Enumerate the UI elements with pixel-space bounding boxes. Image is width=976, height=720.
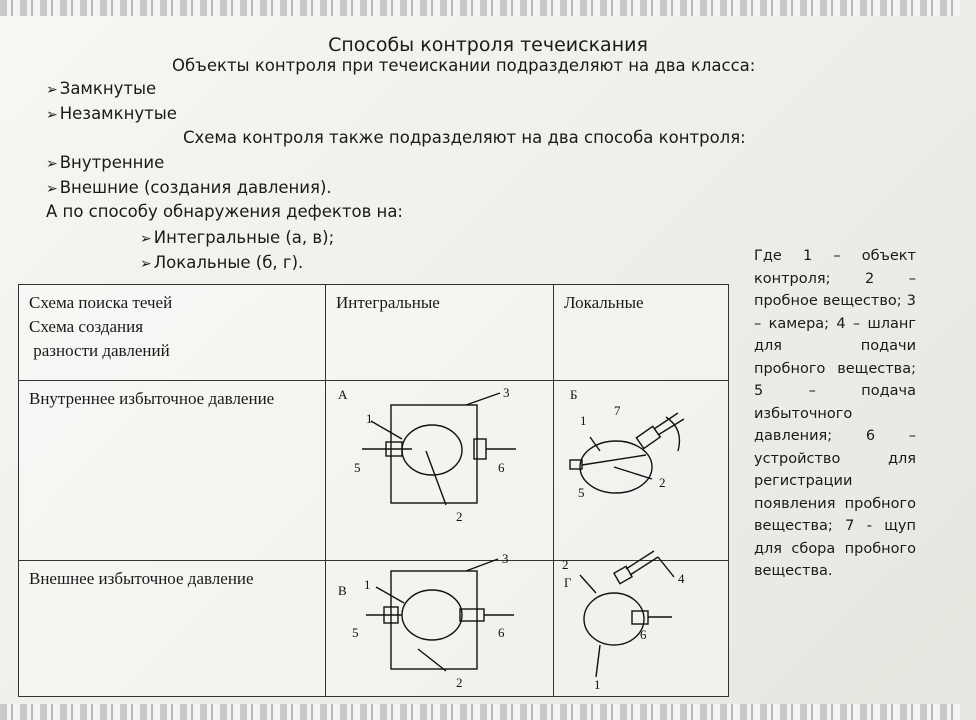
figure-g — [554, 557, 728, 692]
leader-1 — [371, 421, 402, 439]
figure-a — [326, 381, 553, 555]
row-internal-label: Внутреннее избыточное давление — [29, 389, 275, 408]
slide-title: Способы контроля течеискания — [328, 34, 648, 56]
label-7: 7 — [614, 403, 621, 418]
row-external-label-cell — [19, 561, 326, 697]
label-4: 4 — [678, 571, 685, 586]
legend-text: Где 1 – объект контроля; 2 – пробное вещество; 3 – камера; 4 – шланг для подачи пробного вещества; 5 – подача избыточного давления; 6 – устройство для регистрации появления пробного вещества; 7 - щуп для сбора пробного вещества. — [754, 248, 916, 579]
label-3: 3 — [503, 385, 510, 400]
figure-g-cell — [554, 557, 729, 697]
bullet-local: ➢ Локальные (б, г). — [140, 253, 303, 272]
leader-2 — [426, 451, 446, 505]
header-integral: Интегральные — [336, 293, 440, 312]
figure-v-cell — [326, 551, 554, 697]
label-5: 5 — [352, 625, 359, 640]
label-6: 6 — [640, 627, 647, 642]
leader-2 — [614, 467, 652, 479]
object-shape — [402, 590, 462, 640]
bullet-closed: ➢ Замкнутые — [46, 79, 156, 98]
label-2: 2 — [456, 509, 463, 524]
label-1: 1 — [366, 411, 373, 426]
label-5: 5 — [354, 460, 361, 475]
figure-v — [326, 551, 553, 691]
label-1: 1 — [364, 577, 371, 592]
figure-a-letter: А — [338, 387, 348, 402]
decorative-stripe-top — [0, 0, 960, 16]
figure-g-letter: Г — [564, 575, 572, 590]
leader-2 — [418, 649, 446, 671]
intro-text: Объекты контроля при течеискании подразделяют на два класса: — [172, 56, 756, 75]
bullet-open: ➢ Незамкнутые — [46, 104, 177, 123]
header-cell-scheme — [19, 285, 326, 381]
header-cell-local — [554, 285, 729, 381]
header-line-2: Схема создания — [29, 317, 144, 336]
methods-table — [18, 284, 729, 697]
row-external-label: Внешнее избыточное давление — [29, 569, 254, 588]
leader-3 — [466, 393, 500, 405]
leader-1 — [596, 645, 600, 677]
header-line-1: Схема поиска течей — [29, 293, 173, 312]
figure-a-cell — [326, 381, 554, 561]
label-5: 5 — [578, 485, 585, 500]
detector-shape — [474, 439, 486, 459]
figure-v-letter: В — [338, 583, 347, 598]
header-line-3: разности давлений — [29, 341, 170, 360]
label-6: 6 — [498, 625, 505, 640]
decorative-stripe-bottom — [0, 704, 960, 720]
leader-2 — [580, 575, 596, 593]
header-cell-integral — [326, 285, 554, 381]
pressure-line — [582, 455, 646, 465]
label-2: 2 — [562, 557, 569, 572]
header-local: Локальные — [564, 293, 644, 312]
probe-arc — [666, 417, 680, 451]
row-internal-label-cell — [19, 381, 326, 561]
leader-1 — [376, 587, 404, 603]
label-1: 1 — [594, 677, 601, 692]
probe-shape — [636, 426, 660, 448]
leader-3 — [466, 559, 498, 571]
chamber-shape — [391, 405, 477, 503]
label-2: 2 — [659, 475, 666, 490]
label-1: 1 — [580, 413, 587, 428]
figure-b-letter: Б — [570, 387, 578, 402]
detection-intro-text: А по способу обнаружения дефектов на: — [46, 202, 403, 221]
chamber-shape — [391, 571, 477, 669]
figure-b — [554, 381, 728, 555]
bullet-internal: ➢ Внутренние — [46, 153, 164, 172]
hose-connector-shape — [614, 566, 632, 583]
label-6: 6 — [498, 460, 505, 475]
label-3: 3 — [502, 551, 509, 566]
probe-line-1 — [654, 413, 678, 429]
bullet-external: ➢ Внешние (создания давления). — [46, 178, 332, 197]
object-shape — [584, 593, 644, 645]
bullet-integral: ➢ Интегральные (а, в); — [140, 228, 334, 247]
scheme-intro-text: Схема контроля также подразделяют на два способа контроля: — [183, 128, 746, 147]
detector-shape — [460, 609, 484, 621]
label-2: 2 — [456, 675, 463, 690]
detector-shape — [632, 611, 648, 624]
figure-b-cell — [554, 381, 729, 561]
leader-4 — [658, 557, 674, 577]
